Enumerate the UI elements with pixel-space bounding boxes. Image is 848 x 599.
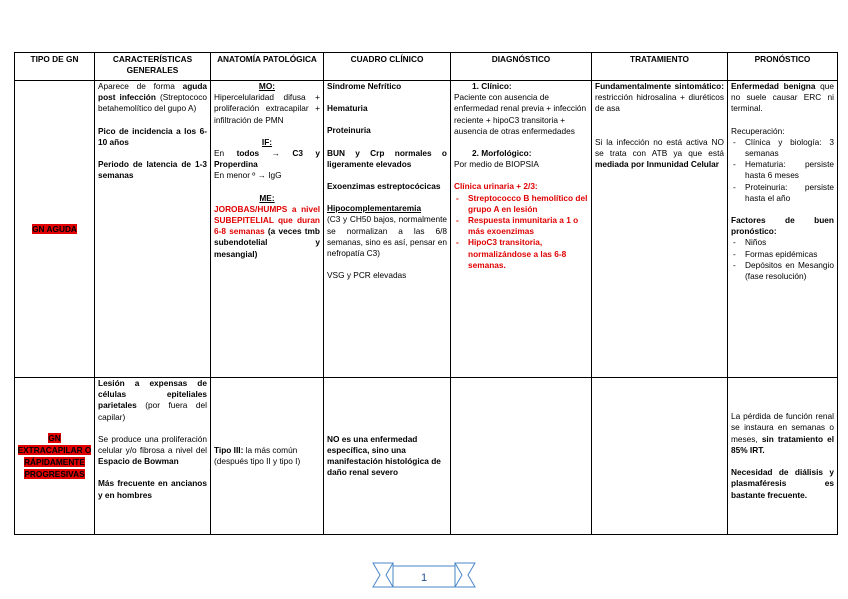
- header-tratamiento: TRATAMIENTO: [592, 53, 728, 81]
- text: En: [214, 148, 225, 159]
- if-text: En menor º → IgG: [214, 170, 282, 181]
- cell-cuadro-clinico: [324, 81, 451, 378]
- text: Si la infección no está activa NO se trata con ATB ya que está: [595, 136, 724, 158]
- text-bold: → C3 y: [271, 148, 320, 159]
- text-bold: Tipo III:: [214, 444, 244, 455]
- text: restricción hidrosalina + diuréticos de asa: [595, 92, 724, 114]
- header-anatomia: ANATOMÍA PATOLÓGICA: [211, 53, 324, 81]
- if-title: IF:: [261, 136, 273, 147]
- text-bold: (a veces tmb subendotelial y mesangial): [214, 226, 320, 259]
- mo-text: Hipercelularidad difusa + proliferación extracapilar + infiltración de PMN: [214, 92, 320, 125]
- recuperacion-title: Recuperación:: [731, 125, 785, 136]
- list-item: - Hematuria: persiste hasta 6 meses: [731, 159, 834, 181]
- text-bold: Síndrome Nefrítico: [327, 81, 402, 91]
- header-diagnostico: DIAGNÓSTICO: [451, 53, 592, 81]
- factores-list: [731, 237, 834, 282]
- text-bold: Periodo de latencia de 1-3 semanas: [98, 159, 207, 181]
- me-title: ME:: [259, 192, 275, 203]
- text: la más común (después tipo II y tipo I): [214, 444, 301, 466]
- page-number: 1: [420, 572, 428, 584]
- text-bold: Exoenzimas estreptocócicas: [327, 181, 441, 192]
- type-label: GN AGUDA: [32, 223, 77, 234]
- row-gn-extracapilar: [15, 378, 838, 535]
- text-bold: Proteinuria: [327, 125, 371, 136]
- list-item: - Niños: [731, 237, 834, 248]
- cell-tratamiento: [592, 81, 728, 378]
- factores-title: Factores de buen pronóstico:: [731, 215, 834, 237]
- cell-cuadro-clinico: [324, 378, 451, 535]
- text-bold: Hematuria: [327, 103, 368, 114]
- cell-anatomia: [211, 378, 324, 535]
- diag-criteria-title: Clínica urinaria + 2/3:: [454, 181, 538, 192]
- cell-caracteristicas: [95, 81, 211, 378]
- ribbon-icon: [371, 559, 477, 591]
- text-bold: Más frecuente en ancianos y en hombres: [98, 478, 207, 500]
- text: (C3 y CH50 bajos, normalmente se normalizan a las 6/8 semanas, sino es así, pensar en nefropatía C3): [327, 214, 447, 259]
- text-bold: Lesión a expensas de células epiteliales parietales: [98, 378, 207, 411]
- text-bold: Hipocomplementaremia: [327, 203, 422, 214]
- cell-diagnostico: [451, 81, 592, 378]
- page-number-badge: [371, 559, 477, 596]
- text: Aparece de forma: [98, 81, 175, 91]
- glomerulonephritis-table: [14, 52, 838, 535]
- row-gn-aguda: [15, 81, 838, 378]
- cell-diagnostico: [451, 378, 592, 535]
- diag-morfologico-title: 2. Morfológico:: [472, 148, 532, 159]
- cell-tratamiento: [592, 378, 728, 535]
- recuperacion-list: [731, 137, 834, 204]
- text-bold: BUN y Crp normales o ligeramente elevados: [327, 147, 447, 169]
- text: Paciente con ausencia de enfermedad renal previa + infección reciente + hipoC3 transitoria + ausencia de otras enfermedades: [454, 92, 587, 136]
- cell-anatomia: [211, 81, 324, 378]
- text-bold: sin tratamiento el 85% IRT.: [731, 433, 834, 455]
- list-item: - Depósitos en Mesangio (fase resolución): [731, 260, 834, 282]
- header-row: [15, 53, 838, 81]
- text-bold: todos: [236, 148, 260, 159]
- header-pronostico: PRONÓSTICO: [728, 53, 838, 81]
- text: que no suele causar ERC ni terminal.: [731, 81, 834, 114]
- list-item: - Clínica y biología: 3 semanas: [731, 137, 834, 159]
- header-cuadro: CUADRO CLÍNICO: [324, 53, 451, 81]
- mo-title: MO:: [258, 81, 276, 91]
- text-bold: Espacio de Bowman: [98, 456, 179, 467]
- list-item: - HipoC3 transitoria, normalizándose a las 6-8 semanas.: [454, 237, 588, 271]
- text-bold: NO es una enfermedad específica, sino una manifestación histológica de daño renal severo: [327, 433, 441, 478]
- text-red: JOROBAS/HUMPS a nivel SUBEPITELIAL que duran 6-8 semanas: [214, 203, 320, 237]
- text: VSG y PCR elevadas: [327, 270, 407, 281]
- text-bold: Fundamentalmente sintomático:: [595, 81, 724, 91]
- text-bold: Necesidad de diálisis y plasmaféresis es bastante frecuente.: [731, 467, 834, 500]
- text: La pérdida de función renal se instaura en semanas o meses,: [731, 411, 834, 444]
- text-bold: aguda post infección: [98, 81, 208, 103]
- text: Por medio de BIOPSIA: [454, 159, 539, 170]
- list-item: - Streptococco B hemolítico del grupo A en lesión: [454, 193, 588, 215]
- cell-caracteristicas: [95, 378, 211, 535]
- text-bold: Pico de incidencia a los 6-10 años: [98, 125, 207, 147]
- text-bold: Properdina: [214, 159, 258, 170]
- text: (Streptococo betahemolítico del gupo A): [98, 92, 207, 114]
- text: (por fuera del capilar): [98, 400, 207, 422]
- type-cell-gn-aguda: [15, 81, 95, 378]
- diag-criteria-list: [454, 193, 588, 271]
- text-bold: mediada por Inmunidad Celular: [595, 159, 720, 170]
- type-label: GN EXTRACAPILAR O RÁPIDAMENTE PROGRESIVAS: [17, 432, 92, 480]
- list-item: - Respuesta inmunitaria a 1 o más exoenzimas: [454, 215, 588, 237]
- text: Se produce una proliferación celular y/o fibrosa a nivel del: [98, 433, 207, 456]
- list-item: - Proteinuria: persiste hasta el año: [731, 182, 834, 204]
- cell-pronostico: [728, 378, 838, 535]
- header-caracteristicas: CARACTERÍSTICAS GENERALES: [95, 53, 211, 81]
- cell-pronostico: [728, 81, 838, 378]
- type-cell-gn-extracapilar: [15, 378, 95, 535]
- header-tipo: TIPO DE GN: [15, 53, 95, 81]
- diag-clinico-title: 1. Clínico:: [472, 81, 512, 91]
- text-bold: Enfermedad benigna: [731, 81, 816, 91]
- list-item: - Formas epidémicas: [731, 249, 834, 260]
